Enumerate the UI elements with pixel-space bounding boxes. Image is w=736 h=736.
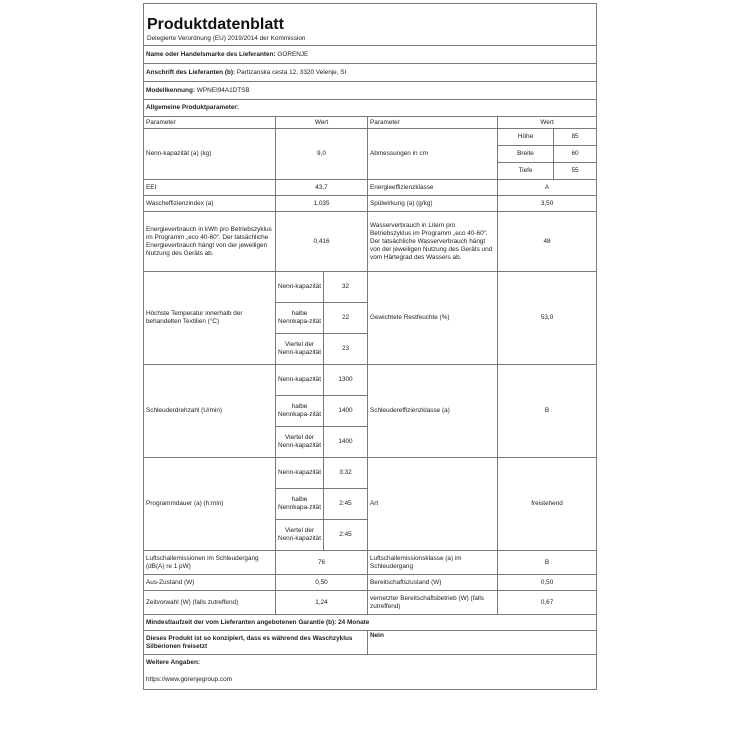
product-data-sheet [143,3,596,690]
water-consumption-label: Wasserverbrauch in Litern pro Betriebszyklus im Programm „eco 40-60“. Der tatsächliche Wasserverbrauch hängt von der jeweiligen Nutzung des Geräts und vom Härtegrad des Wassers ab. [368,212,498,272]
silver-ions-label: Dieses Produkt ist so konzipiert, dass es während des Waschzyklus Silberionen freisetzt [144,631,368,655]
networked-standby-value: 0,67 [498,591,597,615]
capacity-value: 9,0 [276,129,368,180]
spin-quarter-value: 1400 [324,427,368,458]
further-info-link[interactable]: https://www.gorenjegroup.com [144,672,597,690]
supplier-value: GORENJE [277,50,309,58]
model-row [144,82,597,100]
duration-full-value: 3:32 [324,458,368,489]
delay-start-value: 1,24 [276,591,368,615]
supplier-label: Name oder Handelsmarke des Lieferanten: [146,50,276,58]
wash-index-label: Wascheffizienzindex (a) [144,196,276,212]
temp-quarter-value: 23 [324,334,368,365]
wash-index-value: 1,035 [276,196,368,212]
depth-value: 55 [554,163,597,180]
standby-value: 0,50 [498,575,597,591]
temperature-label: Höchste Temperatur innerhalb der behandelten Textilien (°C) [144,272,276,365]
duration-label: Programmdauer (a) (h:min) [144,458,276,551]
water-consumption-value: 48 [498,212,597,272]
address-label: Anschrift des Lieferanten (b): [146,68,236,76]
height-label: Höhe [498,129,554,146]
spin-speed-label: Schleuderdrehzahl (U/min) [144,365,276,458]
standby-label: Bereitschaftszustand (W) [368,575,498,591]
off-mode-label: Aus-Zustand (W) [144,575,276,591]
model-label: Modellkennung: [146,86,195,94]
eei-value: 43,7 [276,180,368,196]
type-label: Art [368,458,498,551]
moisture-label: Gewichtete Restfeuchte (%) [368,272,498,365]
warranty-row: Mindestlaufzeit der vom Lieferanten angebotenen Garantie (b): 24 Monate [144,615,597,631]
spin-full-label: Nenn-kapazität [276,365,324,396]
spin-full-value: 1300 [324,365,368,396]
page-title: Produktdatenblatt [144,4,597,34]
spin-half-label: halbe Nennkapa-zität [276,396,324,427]
noise-class-value: B [498,551,597,575]
noise-class-label: Luftschallemissionsklasse (a) im Schleudergang [368,551,498,575]
delay-start-label: Zeitvorwahl (W) (falls zutreffend) [144,591,276,615]
spin-class-label: Schleudereffizienzklasse (a) [368,365,498,458]
height-value: 85 [554,129,597,146]
noise-label: Luftschallemissionen im Schleudergang (dB(A) re 1 pW) [144,551,276,575]
further-info-label: Weitere Angaben: [144,655,597,672]
type-value: freistehend [498,458,597,551]
address-row [144,64,597,82]
width-value: 60 [554,146,597,163]
spin-quarter-label: Viertel der Nenn-kapazität [276,427,324,458]
rinse-label: Spülwirkung (a) (g/kg) [368,196,498,212]
duration-half-value: 2:45 [324,489,368,520]
model-value: WPNEI94A1DTSB [196,86,250,94]
temp-half-label: halbe Nennkapa-zität [276,303,324,334]
width-label: Breite [498,146,554,163]
energy-class-value: A [498,180,597,196]
energy-consumption-label: Energieverbrauch in kWh pro Betriebszyklus im Programm „eco 40-60“. Der tatsächliche Energieverbrauch hängt von der jeweiligen Nutzung des Geräts ab. [144,212,276,272]
temp-full-label: Nenn-kapazität [276,272,324,303]
col-value-right: Wert [498,117,597,129]
temp-quarter-label: Viertel der Nenn-kapazität [276,334,324,365]
col-parameter-left: Parameter [144,117,276,129]
temp-half-value: 22 [324,303,368,334]
general-parameters-header: Allgemeine Produktparameter: [144,100,597,117]
address-value: Partizanska cesta 12, 3320 Velenje, SI [236,68,347,76]
energy-consumption-value: 0,416 [276,212,368,272]
duration-quarter-value: 2:45 [324,520,368,551]
rinse-value: 3,50 [498,196,597,212]
duration-half-label: halbe Nennkapa-zität [276,489,324,520]
off-mode-value: 0,50 [276,575,368,591]
silver-ions-value: Nein [368,631,597,655]
supplier-row [144,46,597,64]
spin-half-value: 1400 [324,396,368,427]
depth-label: Tiefe [498,163,554,180]
noise-value: 76 [276,551,368,575]
dimensions-label: Abmessungen in cm [368,129,498,180]
regulation-subtitle: Delegierte Verordnung (EU) 2019/2014 der Kommission [144,34,597,46]
col-value-left: Wert [276,117,368,129]
duration-full-label: Nenn-kapazität [276,458,324,489]
temp-full-value: 32 [324,272,368,303]
data-sheet-table [143,3,597,690]
networked-standby-label: vernetzter Bereitschaftsbetrieb (W) (falls zutreffend) [368,591,498,615]
eei-label: EEI [144,180,276,196]
spin-class-value: B [498,365,597,458]
capacity-label: Nenn-kapazität (a) (kg) [144,129,276,180]
moisture-value: 53,0 [498,272,597,365]
duration-quarter-label: Viertel der Nenn-kapazität [276,520,324,551]
energy-class-label: Energieeffizienzklasse [368,180,498,196]
col-parameter-right: Parameter [368,117,498,129]
